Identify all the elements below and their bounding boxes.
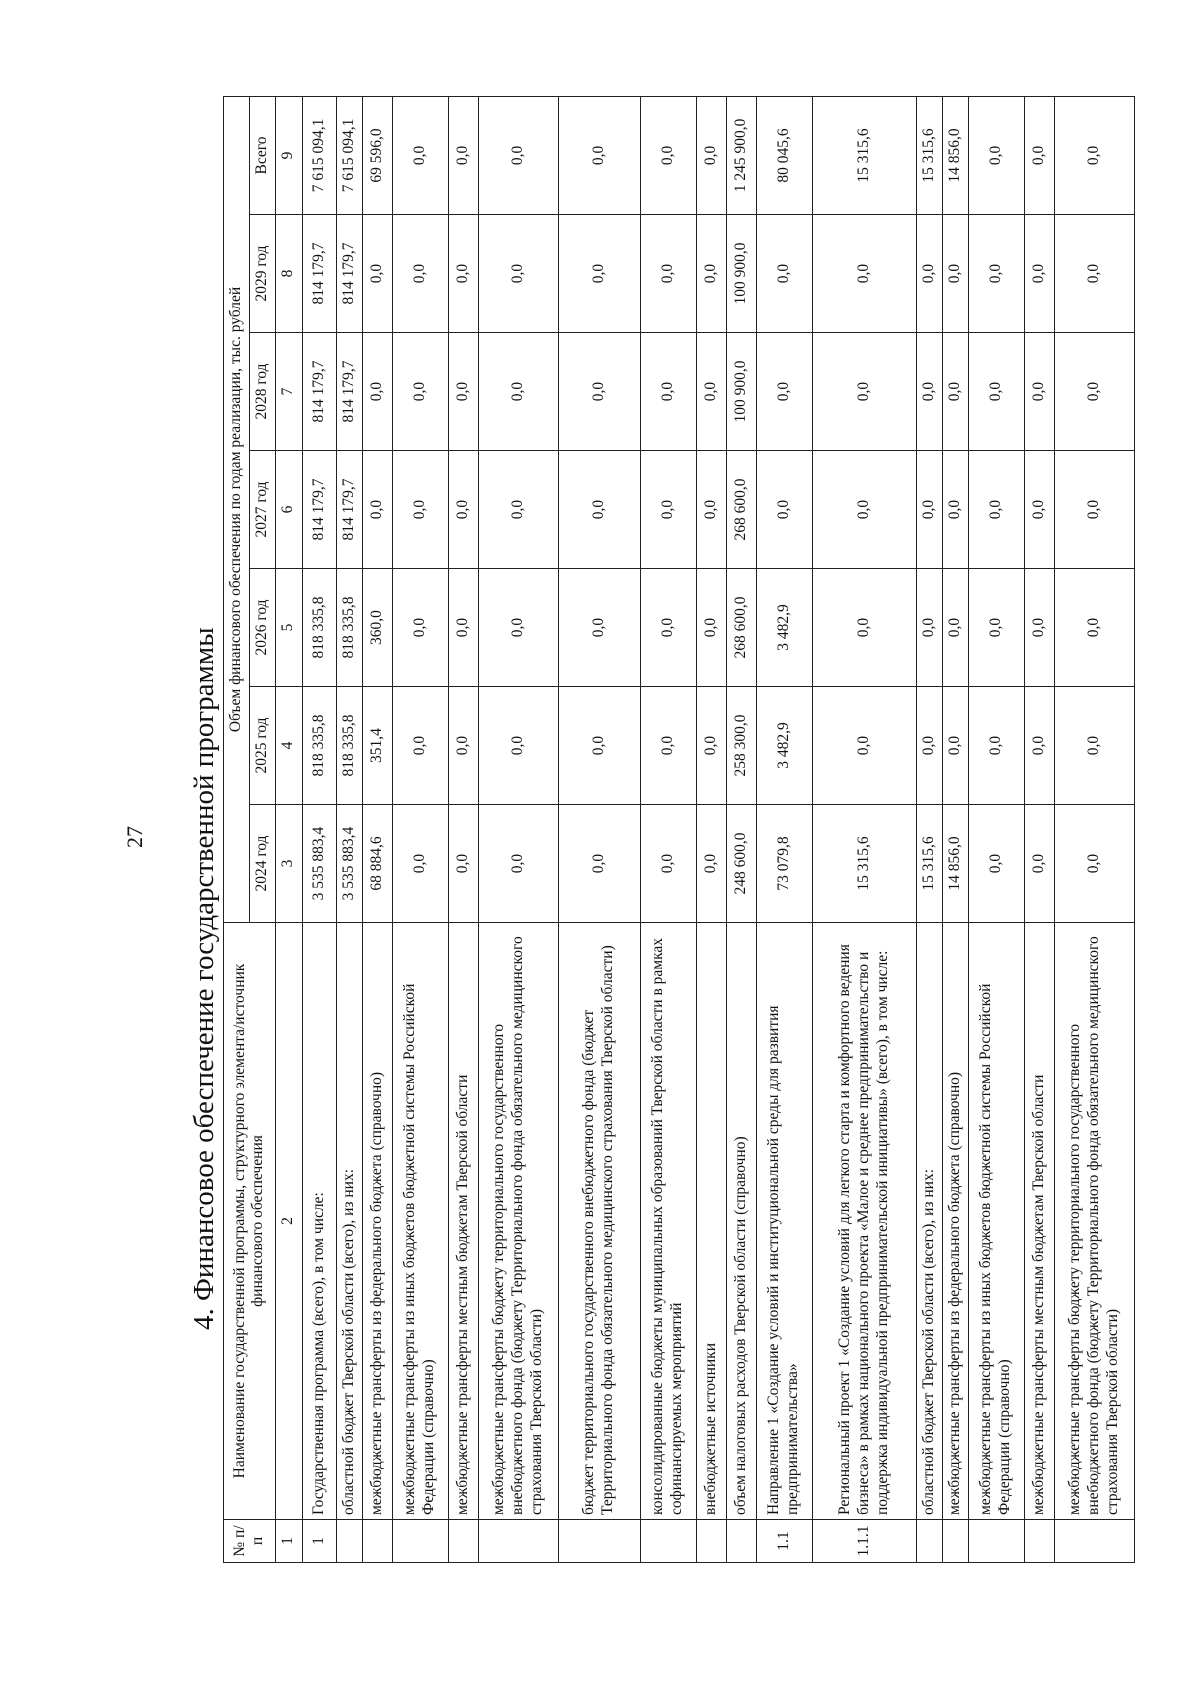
header-year: 2024 год [249,805,275,923]
row-year-value: 0,0 [696,805,726,923]
table-row [726,96,756,1562]
row-year-value: 0,0 [696,215,726,333]
row-year-value: 0,0 [478,333,558,451]
row-total-value: 15 315,6 [812,96,916,214]
table-body [302,96,1134,1562]
row-year-value: 0,0 [478,215,558,333]
column-index: 5 [275,569,302,687]
header-num: № п/п [224,1520,276,1563]
row-year-value: 0,0 [1054,451,1134,569]
financing-table [223,96,1135,1563]
row-year-value: 0,0 [640,215,696,333]
table-row [916,96,942,1562]
table-row [640,96,696,1562]
header-year: 2027 год [249,451,275,569]
row-name: внебюджетные источники [696,923,726,1520]
row-year-value: 0,0 [1054,687,1134,805]
row-year-value: 3 482,9 [756,687,812,805]
row-year-value: 814 179,7 [302,451,336,569]
row-year-value: 818 335,8 [336,569,362,687]
row-year-value: 0,0 [1024,687,1054,805]
row-year-value: 814 179,7 [302,215,336,333]
row-year-value: 0,0 [478,569,558,687]
row-year-value: 0,0 [478,451,558,569]
row-name: бюджет территориального государственного внебюджетного фонда (бюджет Территориального фонда обязательного медицинского страхования Тверской области) [558,923,640,1520]
row-name: межбюджетные трансферты местным бюджетам Тверской области [448,923,478,1520]
page-number: 27 [122,826,147,848]
row-year-value: 0,0 [1054,215,1134,333]
row-total-value: 7 615 094,1 [302,96,336,214]
row-total-value: 0,0 [478,96,558,214]
row-year-value: 351,4 [362,687,392,805]
row-year-value: 814 179,7 [336,215,362,333]
row-year-value: 0,0 [942,333,968,451]
row-name: Направление 1 «Создание условий и институциональной среды для развития предпринимательства» [756,923,812,1520]
row-year-value: 0,0 [916,687,942,805]
row-name: межбюджетные трансферты бюджету территориального государственного внебюджетного фонда (бюджету Территориального фонда обязательного медицинского страхования Тверской области) [478,923,558,1520]
row-total-value: 0,0 [968,96,1024,214]
row-name: Региональный проект 1 «Создание условий для легкого старта и комфортного ведения бизнеса» в рамках национального проекта «Малое и среднее предпринимательство и поддержка индивидуальной предпринимательской инициативы» (всего), в том числе: [812,923,916,1520]
header-group: Объем финансового обеспечения по годам реализации, тыс. рублей [224,96,250,922]
row-number [478,1520,558,1563]
row-year-value: 0,0 [640,451,696,569]
table-row [336,96,362,1562]
row-year-value: 0,0 [478,687,558,805]
row-number [362,1520,392,1563]
row-year-value: 0,0 [558,687,640,805]
row-year-value: 0,0 [942,687,968,805]
row-total-value: 0,0 [696,96,726,214]
row-year-value: 0,0 [362,333,392,451]
table-row [448,96,478,1562]
header-total: Всего [249,96,275,214]
row-year-value: 0,0 [448,333,478,451]
row-number: 1.1.1 [812,1520,916,1563]
table-row [392,96,448,1562]
row-year-value: 0,0 [696,687,726,805]
row-year-value: 100 900,0 [726,215,756,333]
header-year: 2025 год [249,687,275,805]
row-year-value: 0,0 [640,569,696,687]
row-number [336,1520,362,1563]
row-name: межбюджетные трансферты из федерального бюджета (справочно) [942,923,968,1520]
row-name: межбюджетные трансферты бюджету территориального государственного внебюджетного фонда (бюджету Территориального фонда обязательного медицинского страхования Тверской области) [1054,923,1134,1520]
row-year-value: 360,0 [362,569,392,687]
row-year-value: 0,0 [968,333,1024,451]
column-index: 9 [275,96,302,214]
table-row [968,96,1024,1562]
rotated-table-container [223,101,1193,1563]
row-number [558,1520,640,1563]
row-year-value: 818 335,8 [302,569,336,687]
row-name: объем налоговых расходов Тверской области (справочно) [726,923,756,1520]
row-year-value: 3 482,9 [756,569,812,687]
row-year-value: 0,0 [812,451,916,569]
column-index: 6 [275,451,302,569]
row-number: 1 [302,1520,336,1563]
table-row [302,96,336,1562]
row-year-value: 3 535 883,4 [302,805,336,923]
row-year-value: 0,0 [812,215,916,333]
row-year-value: 0,0 [968,215,1024,333]
row-total-value: 0,0 [392,96,448,214]
row-year-value: 0,0 [968,687,1024,805]
row-year-value: 0,0 [1024,333,1054,451]
row-name: областной бюджет Тверской области (всего), из них: [336,923,362,1520]
row-year-value: 0,0 [1024,451,1054,569]
row-year-value: 0,0 [812,569,916,687]
row-year-value: 0,0 [916,215,942,333]
row-year-value: 0,0 [558,451,640,569]
row-total-value: 0,0 [558,96,640,214]
row-year-value: 0,0 [448,805,478,923]
row-total-value: 14 856,0 [942,96,968,214]
header-year: 2026 год [249,569,275,687]
row-year-value: 0,0 [478,805,558,923]
row-year-value: 268 600,0 [726,569,756,687]
row-year-value: 0,0 [558,215,640,333]
row-year-value: 0,0 [362,215,392,333]
row-year-value: 0,0 [942,215,968,333]
table-row [696,96,726,1562]
row-year-value: 0,0 [640,333,696,451]
table-row [558,96,640,1562]
row-year-value: 0,0 [362,451,392,569]
row-year-value: 814 179,7 [336,451,362,569]
row-year-value: 15 315,6 [812,805,916,923]
row-year-value: 0,0 [392,333,448,451]
row-year-value: 0,0 [756,451,812,569]
row-name: Государственная программа (всего), в том числе: [302,923,336,1520]
row-year-value: 0,0 [968,451,1024,569]
row-year-value: 0,0 [448,451,478,569]
row-name: консолидированные бюджеты муниципальных образований Тверской области в рамках софинансируемых мероприятий [640,923,696,1520]
row-number: 1.1 [756,1520,812,1563]
row-year-value: 15 315,6 [916,805,942,923]
row-number [640,1520,696,1563]
header-year: 2028 год [249,333,275,451]
row-total-value: 1 245 900,0 [726,96,756,214]
row-year-value: 0,0 [392,687,448,805]
column-index: 2 [275,923,302,1520]
row-number [942,1520,968,1563]
page-title: 4. Финансовое обеспечение государственной программы [188,627,220,1330]
row-year-value: 0,0 [696,451,726,569]
row-number [696,1520,726,1563]
column-index: 3 [275,805,302,923]
row-year-value: 0,0 [812,333,916,451]
row-year-value: 0,0 [942,569,968,687]
row-year-value: 814 179,7 [336,333,362,451]
row-year-value: 0,0 [1024,569,1054,687]
column-index: 1 [275,1520,302,1563]
row-number [392,1520,448,1563]
row-year-value: 14 856,0 [942,805,968,923]
row-year-value: 0,0 [640,687,696,805]
row-year-value: 0,0 [696,333,726,451]
row-year-value: 814 179,7 [302,333,336,451]
row-total-value: 15 315,6 [916,96,942,214]
row-name: межбюджетные трансферты из иных бюджетов бюджетной системы Российской Федерации (справочно) [968,923,1024,1520]
row-total-value: 7 615 094,1 [336,96,362,214]
row-total-value: 0,0 [1024,96,1054,214]
row-year-value: 0,0 [696,569,726,687]
row-year-value: 68 884,6 [362,805,392,923]
row-year-value: 0,0 [968,805,1024,923]
row-year-value: 818 335,8 [302,687,336,805]
row-year-value: 0,0 [942,451,968,569]
row-year-value: 73 079,8 [756,805,812,923]
table-row [1024,96,1054,1562]
row-year-value: 818 335,8 [336,687,362,805]
table-row [1054,96,1134,1562]
column-index: 7 [275,333,302,451]
row-number [726,1520,756,1563]
row-year-value: 0,0 [448,687,478,805]
table-row [942,96,968,1562]
row-number [1024,1520,1054,1563]
row-total-value: 80 045,6 [756,96,812,214]
header-year: 2029 год [249,215,275,333]
row-year-value: 0,0 [1054,569,1134,687]
row-year-value: 0,0 [968,569,1024,687]
row-year-value: 0,0 [640,805,696,923]
row-year-value: 0,0 [392,805,448,923]
table-row [756,96,812,1562]
row-number [1054,1520,1134,1563]
row-year-value: 0,0 [1054,805,1134,923]
row-year-value: 0,0 [448,215,478,333]
row-year-value: 0,0 [558,569,640,687]
row-year-value: 0,0 [916,451,942,569]
row-year-value: 0,0 [916,333,942,451]
row-year-value: 0,0 [558,805,640,923]
row-year-value: 100 900,0 [726,333,756,451]
row-name: межбюджетные трансферты местным бюджетам Тверской области [1024,923,1054,1520]
row-name: областной бюджет Тверской области (всего), из них: [916,923,942,1520]
row-name: межбюджетные трансферты из иных бюджетов бюджетной системы Российской Федерации (справочно) [392,923,448,1520]
row-year-value: 0,0 [392,451,448,569]
column-index: 8 [275,215,302,333]
row-year-value: 248 600,0 [726,805,756,923]
row-year-value: 0,0 [1024,805,1054,923]
row-year-value: 0,0 [1024,215,1054,333]
row-number [916,1520,942,1563]
table-row [812,96,916,1562]
row-year-value: 0,0 [558,333,640,451]
row-total-value: 0,0 [1054,96,1134,214]
table-row [362,96,392,1562]
row-number [448,1520,478,1563]
row-year-value: 268 600,0 [726,451,756,569]
row-name: межбюджетные трансферты из федерального бюджета (справочно) [362,923,392,1520]
row-year-value: 0,0 [756,333,812,451]
row-year-value: 0,0 [812,687,916,805]
row-year-value: 258 300,0 [726,687,756,805]
row-total-value: 0,0 [448,96,478,214]
column-index: 4 [275,687,302,805]
row-total-value: 0,0 [640,96,696,214]
row-year-value: 3 535 883,4 [336,805,362,923]
row-year-value: 0,0 [756,215,812,333]
row-year-value: 0,0 [392,215,448,333]
row-year-value: 0,0 [392,569,448,687]
row-year-value: 0,0 [1054,333,1134,451]
table-row [478,96,558,1562]
row-year-value: 0,0 [448,569,478,687]
row-year-value: 0,0 [916,569,942,687]
header-name: Наименование государственной программы, структурного элемента/источник финансового обеспечения [224,923,276,1520]
row-total-value: 69 596,0 [362,96,392,214]
row-number [968,1520,1024,1563]
